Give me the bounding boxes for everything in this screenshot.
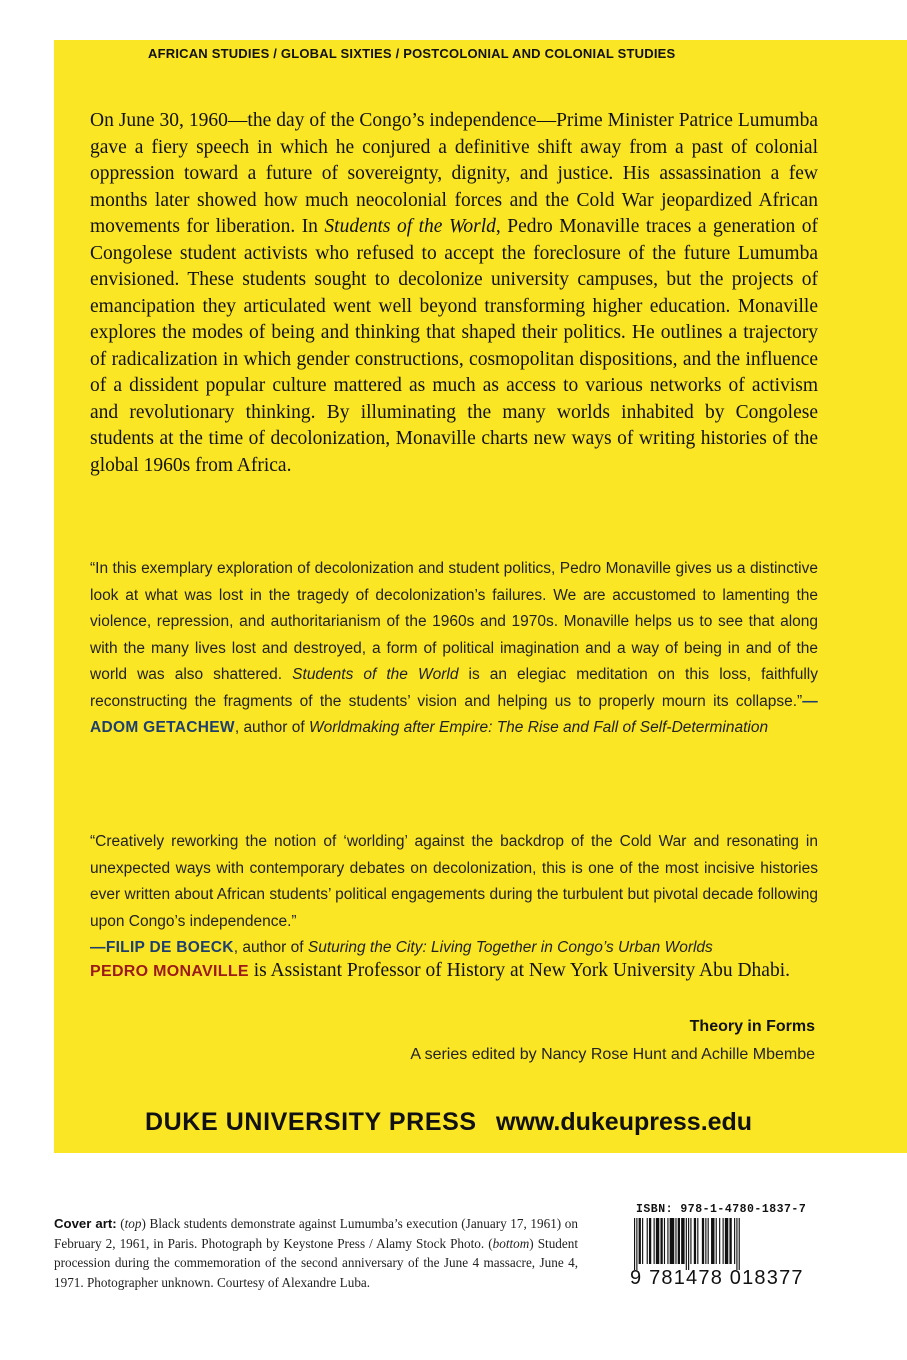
author-bio: [90, 958, 830, 985]
cover-credit-top-label: top: [124, 1216, 142, 1231]
book-description: [90, 108, 818, 479]
publisher-name: DUKE UNIVERSITY PRESS: [145, 1108, 477, 1136]
blurb-book-title: Students of the World: [292, 666, 459, 683]
barcode-icon: [630, 1218, 792, 1270]
blurb-getachew: [90, 556, 818, 742]
cover-art-credit: Cover art: (top) Black students demonstrate against Lumumba’s execution (January 17, 1961) on February 2, 1961, in Paris. Photograph by Keystone Press / Alamy Stock Photo. (bottom) Student procession during the commemoration of the second anniversary of the June 4 massacre, June 4, 1971. Photographer unknown. Courtesy of Alexandre Luba.: [54, 1216, 578, 1290]
series-editors: A series edited by Nancy Rose Hunt and Achille Mbembe: [410, 1046, 815, 1063]
blurb-text-continued: is an elegiac meditation on this loss, faithfully reconstructing the fragments of the students’ vision and helping us to properly mourn its collapse.”: [90, 666, 818, 710]
description-book-title: Students of the World: [324, 216, 496, 237]
series-title: Theory in Forms: [689, 1018, 815, 1035]
cover-credit-label: Cover art:: [54, 1216, 117, 1231]
author-of-label: , author of: [234, 719, 309, 736]
cover-credit-text-continued: ) Student procession during the commemoration of the second anniversary of the June 4 massacre, June 4, 1971. Photographer unknown. Courtesy of Alexandre Luba.: [54, 1235, 578, 1290]
blurb-author-book: Worldmaking after Empire: The Rise and Fall of Self-Determination: [308, 719, 769, 736]
description-text: On June 30, 1960—the day of the Congo’s independence—Prime Minister Patrice Lumumba gave a fiery speech in which he conjured a definitive shift away from a past of colonial oppression toward a future of sovereignty, dignity, and justice. His assassination a few months later showed how much neocolonial forces and the Cold War jeopardized African movements for liberation. In: [90, 110, 818, 237]
blurb-author-name: FILIP DE BOECK: [105, 939, 234, 956]
blurb-de-boeck: [90, 829, 818, 962]
subject-categories: AFRICAN STUDIES / GLOBAL SIXTIES / POSTCOLONIAL AND COLONIAL STUDIES: [148, 46, 676, 61]
author-name: PEDRO MONAVILLE: [90, 963, 249, 980]
isbn-label: ISBN: 978-1-4780-1837-7: [636, 1203, 807, 1216]
blurb-author-book: Suturing the City: Living Together in Congo’s Urban Worlds: [307, 939, 713, 956]
cover-credit-bottom-label: bottom: [492, 1235, 530, 1251]
barcode-bars: [630, 1218, 792, 1270]
author-bio-text: is Assistant Professor of History at New York University Abu Dhabi.: [248, 960, 790, 981]
blurb-author-name: ADOM GETACHEW: [90, 719, 235, 736]
description-text-continued: , Pedro Monaville traces a generation of Congolese student activists who refused to accept the foreclosure of the future Lumumba envisioned. These students sought to decolonize university campuses, but the projects of emancipation they articulated went well beyond transforming higher education. Monaville explores the modes of being and thinking that shaped their politics. He outlines a trajectory of radicalization in which gender constructions, cosmopolitan dispositions, and the influence of a dissident popular culture mattered as much as access to various networks of activism and revolutionary thinking. By illuminating the many worlds inhabited by Congolese students at the time of decolonization, Monaville charts new ways of writing histories of the global 1960s from Africa.: [90, 216, 818, 476]
barcode-digits: 9 781478 018377: [630, 1267, 804, 1289]
author-of-label: , author of: [233, 939, 308, 956]
blurb-text: “Creatively reworking the notion of ‘worlding’ against the backdrop of the Cold War and resonating in unexpected ways with contemporary debates on decolonization, this is one of the most incisive histories ever written about African students’ political engagements during the turbulent but pivotal decade following upon Congo’s independence.”: [90, 833, 818, 930]
attribution-dash: —: [90, 939, 106, 956]
publisher-url[interactable]: www.dukeupress.edu: [496, 1108, 753, 1136]
cover-credit-text: Black students demonstrate against Lumumba’s execution (January 17, 1961) on February 2, 1961, in Paris. Photograph by Keystone Press / Alamy Stock Photo. (: [54, 1216, 578, 1251]
blurb-text: “In this exemplary exploration of decolonization and student politics, Pedro Monaville gives us a distinctive look at what was lost in the tragedy of decolonization’s failures. We are accustomed to lamenting the violence, repression, and authoritarianism of the 1960s and 1970s. Monaville helps us to see that along with the many lives lost and destroyed, a form of political imagination and a way of being in and of the world was also shattered.: [90, 560, 818, 683]
attribution-dash: —: [802, 692, 818, 710]
